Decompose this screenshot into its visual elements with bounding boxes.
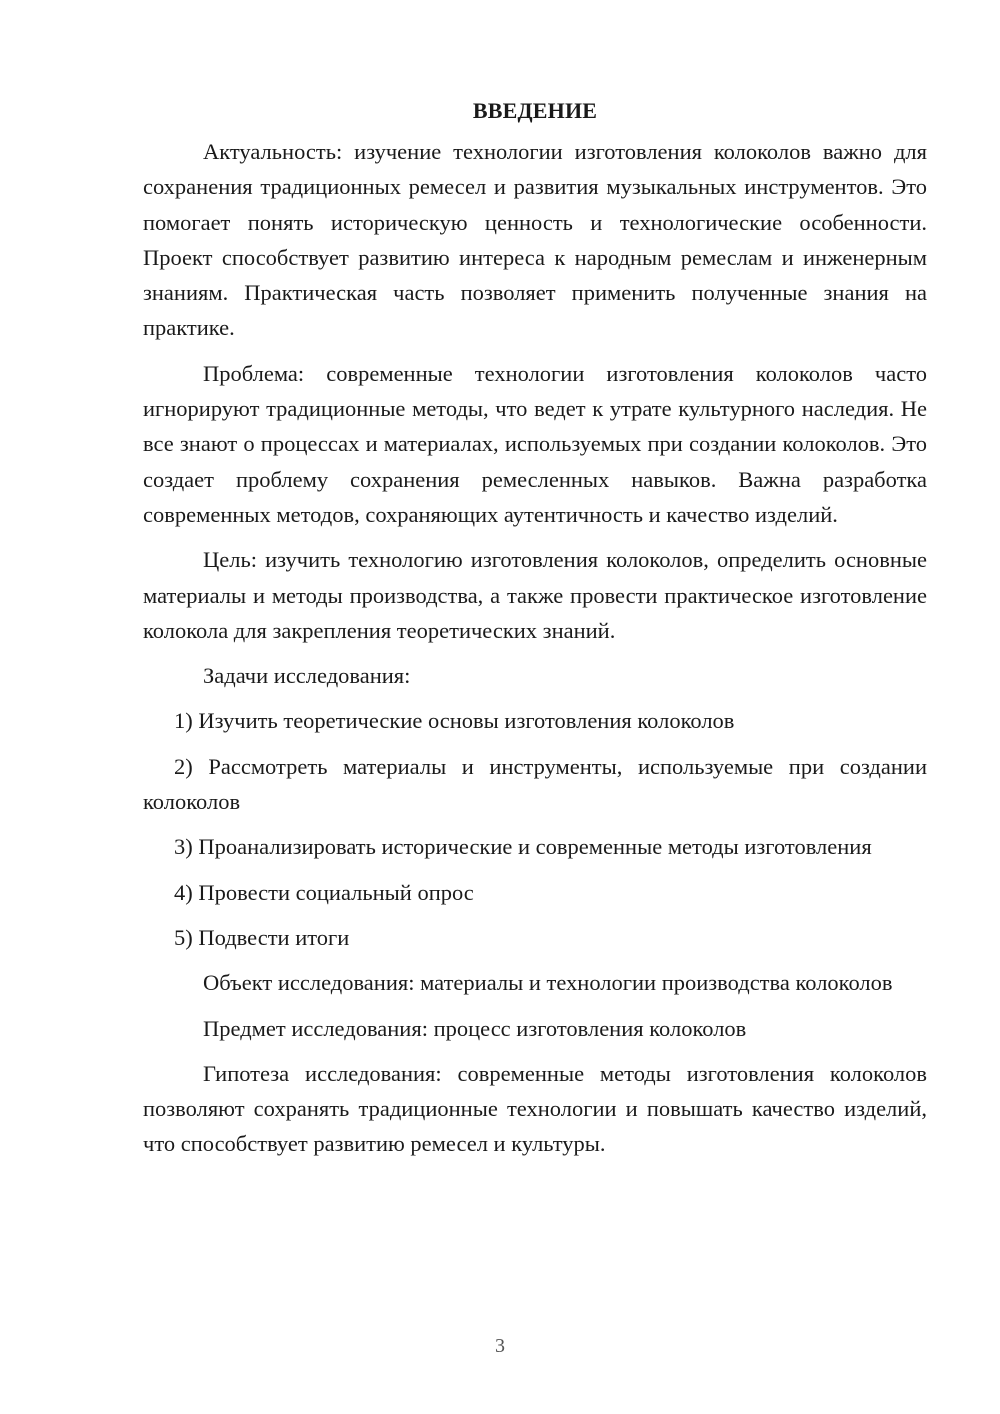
- list-item: 5) Подвести итоги: [174, 924, 350, 950]
- paragraph-object: Объект исследования: материалы и технологии производства колоколов: [203, 970, 893, 996]
- paragraph-problem: Проблема: современные технологии изготовления колоколов часто игнорируют традиционные методы, что ведет к утрате культурного наследия. Не все знают о процессах и материалах, используемых при создании колоколов. Это создает проблему сохранения ремесленных навыков. Важна разработка современных методов, сохраняющих аутентичность и качество изделий.: [143, 360, 927, 527]
- tasks-heading: Задачи исследования:: [203, 663, 411, 689]
- page-content: [143, 92, 927, 1162]
- section-title: ВВЕДЕНИЕ: [472, 98, 598, 123]
- paragraph-relevance: Актуальность: изучение технологии изготовления колоколов важно для сохранения традиционных ремесел и развития музыкальных инструментов. Это помогает понять историческую ценность и технологические особенности. Проект способствует развитию интереса к народным ремеслам и инженерным знаниям. Практическая часть позволяет применить полученные знания на практике.: [143, 139, 927, 341]
- tasks-list: [143, 703, 927, 955]
- list-item: 2) Рассмотреть материалы и инструменты, используемые при создании колоколов: [143, 753, 927, 815]
- list-item: 1) Изучить теоретические основы изготовления колоколов: [174, 708, 735, 734]
- paragraph-subject: Предмет исследования: процесс изготовления колоколов: [203, 1015, 747, 1041]
- list-item: 3) Проанализировать исторические и современные методы изготовления: [174, 834, 872, 860]
- paragraph-goal: Цель: изучить технологию изготовления колоколов, определить основные материалы и методы производства, а также провести практическое изготовление колокола для закрепления теоретических знаний.: [143, 547, 927, 643]
- list-item: 4) Провести социальный опрос: [174, 879, 474, 905]
- page-number: 3: [495, 1335, 505, 1357]
- paragraph-hypothesis: Гипотеза исследования: современные методы изготовления колоколов позволяют сохранять традиционные технологии и повышать качество изделий, что способствует развитию ремесел и культуры.: [143, 1060, 927, 1157]
